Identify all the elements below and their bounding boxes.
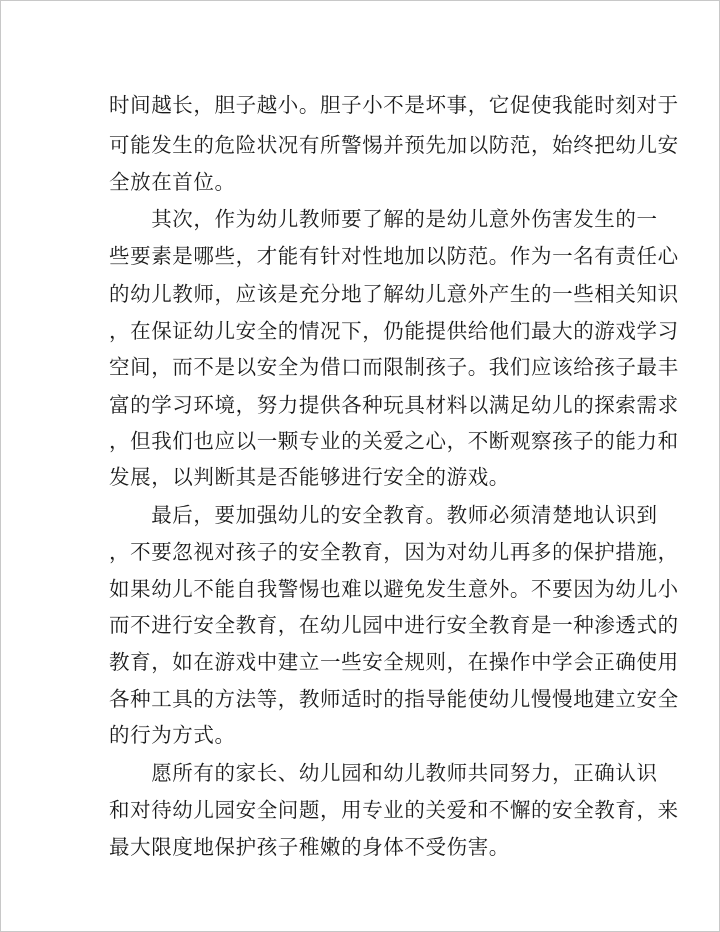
- text-line: 的行为方式。: [109, 723, 236, 747]
- text-line: 发展，以判断其是否能够进行安全的游戏。: [109, 465, 510, 489]
- text-line: 最大限度地保护孩子稚嫩的身体不受伤害。: [109, 835, 510, 859]
- text-line: 空间，而不是以安全为借口而限制孩子。我们应该给孩子最丰: [109, 355, 679, 379]
- paragraph-start-line: 最后，要加强幼儿的安全教育。教师必须清楚地认识到: [109, 503, 658, 527]
- text-line: 而不进行安全教育，在幼儿园中进行安全教育是一种渗透式的: [109, 613, 679, 637]
- text-line: 教育，如在游戏中建立一些安全规则，在操作中学会正确使用: [109, 650, 679, 674]
- paragraph-start-line: 其次，作为幼儿教师要了解的是幼儿意外伤害发生的一: [109, 207, 658, 231]
- text-line: 和对待幼儿园安全问题，用专业的关爱和不懈的安全教育，来: [109, 798, 679, 822]
- text-line: 些要素是哪些，才能有针对性地加以防范。作为一名有责任心: [109, 244, 679, 268]
- text-line: 时间越长，胆子越小。胆子小不是坏事，它促使我能时刻对于: [109, 93, 679, 117]
- text-line: 的幼儿教师，应该是充分地了解幼儿意外产生的一些相关知识: [109, 282, 679, 306]
- text-line: 全放在首位。: [109, 170, 236, 194]
- text-line: 如果幼儿不能自我警惕也难以避免发生意外。不要因为幼儿小: [109, 577, 679, 601]
- text-line: 各种工具的方法等，教师适时的指导能使幼儿慢慢地建立安全: [109, 687, 679, 711]
- text-line: ，不要忽视对孩子的安全教育，因为对幼儿再多的保护措施，: [109, 540, 679, 564]
- text-line: ，在保证幼儿安全的情况下，仍能提供给他们最大的游戏学习: [109, 319, 679, 343]
- text-line: 富的学习环境，努力提供各种玩具材料以满足幼儿的探索需求: [109, 393, 679, 417]
- text-line: ，但我们也应以一颗专业的关爱之心，不断观察孩子的能力和: [109, 429, 679, 453]
- text-line: 可能发生的危险状况有所警惕并预先加以防范，始终把幼儿安: [109, 133, 679, 157]
- paragraph-start-line: 愿所有的家长、幼儿园和幼儿教师共同努力，正确认识: [109, 761, 658, 785]
